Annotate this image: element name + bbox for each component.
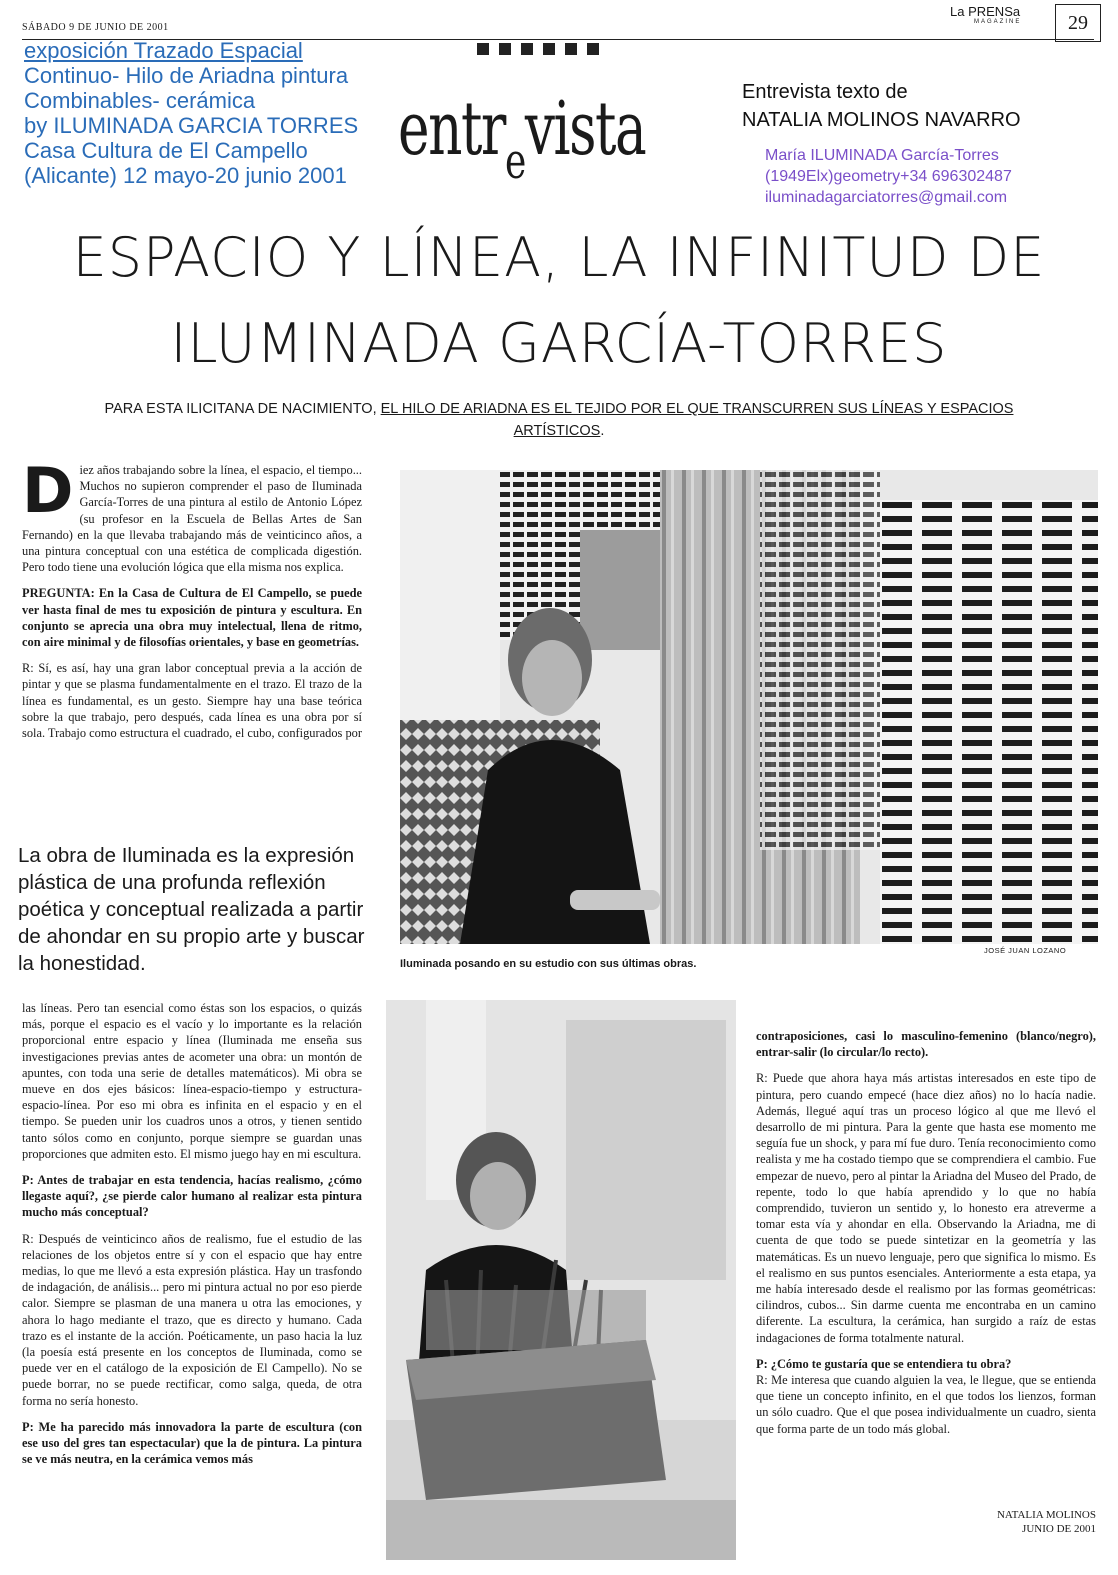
question-3: P: Me ha parecido más innovadora la parte de escultura (con ese uso del gres tan espectacular) que la de pintura. La pintura se ve más neutra, en la cerámica vemos más: [22, 1419, 362, 1467]
subheadline: PARA ESTA ILICITANA DE NACIMIENTO, EL HILO DE ARIADNA ES EL TEJIDO POR EL QUE TRANSCURREN SUS LÍNEAS Y ESPACIOS ARTÍSTICOS.: [104, 401, 1014, 439]
intro-paragraph: iez años trabajando sobre la línea, el espacio, el tiempo... Muchos no supieron comprender el paso de Iluminada García-Torres de una pintura al estilo de Antonio López (su profesor en la Escuela de Bellas Artes de San Fernando) en la que llevaba trabajando más de veinticinco años, a una pintura conceptual con una estética de complicada digestión. Pero todo tiene una evolución lógica que ella misma nos explica.: [22, 463, 362, 575]
column-2: [22, 1000, 362, 1477]
annotation-line: Casa Cultura de El Campello: [24, 138, 308, 163]
decorative-squares: [477, 42, 609, 60]
brand-subtitle: MAGAZINE: [974, 19, 1022, 25]
annotation-line: by ILUMINADA GARCIA TORRES: [24, 113, 359, 138]
headline-line-1: ESPACIO Y LÍNEA, LA INFINITUD DE: [72, 226, 1046, 289]
artist-with-brushes-photo: [386, 1000, 736, 1560]
newspaper-logo: [950, 4, 1021, 25]
paragraph: las líneas. Pero tan esencial como éstas son los espacios, o quizás más, porque el espacio es el vacío y lo importante es la relación proporcional entre espacio y línea (Iluminada me enseña sus investigaciones previas antes de acometer una obra: un montón de apuntes, con toda una serie de detalles matemáticos). Mi obra se mueve en dos ejes básicos: línea-espacio-tiempo y estructura-espacio-línea. Por eso mi obra es infinita en el espacio y en el tiempo. Se pueden unir los cuadros unos a otros, y tienen sentido tanto sólos como en conjunto, porque siempre se guardan unas proporciones que admiten esto. El mismo juego hay en mi escultura.: [22, 1001, 362, 1161]
answer-2: R: Después de veinticinco años de realismo, fue el estudio de las relaciones de los objetos entre sí y con el espacio que hay entre medias, lo que me llevó a esta expresión plástica. Hay un trasfondo de indagación, de análisis... pero mi pintura actual no por eso pierde calor. Siempre se plasman de una manera u otra las emociones, y ahora lo hago mediante el trazo, que es directo y humano. Cada trazo es el instante de la acción. Poéticamente, un paso hacia la luz (la poesía está presente en los conceptos de Iluminada, como se puede ver en el catálogo de la exposición de El Campello). No se puede borrar, no se puede rectificar, como salga, queda, de otra forma no sería honesto.: [22, 1231, 362, 1408]
artist-studio-photo: [400, 470, 1098, 944]
question-2: P: Antes de trabajar en esta tendencia, hacías realismo, ¿cómo llegaste aquí?, ¿se pierde calor humano al realizar esta pintura mucho más conceptual?: [22, 1173, 362, 1220]
signature-date: JUNIO DE 2001: [1022, 1523, 1096, 1535]
question-1: PREGUNTA: En la Casa de Cultura de El Campello, se puede ver hasta final de mes tu exposición de pintura y escultura. En conjunto se aprecia una obra muy intelectual, llena de ritmo, con aire minimal y de filosofías orientales, y base en geometrías.: [22, 586, 362, 650]
photo-caption: Iluminada posando en su estudio con sus últimas obras.: [400, 958, 697, 970]
annotation-line: Continuo- Hilo de Ariadna pintura: [24, 63, 349, 88]
headline-line-2: ILUMINADA GARCÍA-TORRES: [170, 312, 948, 375]
question-4: P: ¿Cómo te gustaría que se entendiera tu obra?: [756, 1356, 1012, 1371]
annotation-line: exposición Trazado Espacial: [24, 38, 303, 63]
artist-contact: María ILUMINADA García-Torres (1949Elx)geometry+34 696302487 iluminadagarciatorres@gmail.com: [765, 147, 1012, 206]
signature-name: NATALIA MOLINOS: [996, 1509, 1096, 1521]
answer-3: R: Puede que ahora haya más artistas interesados en este tipo de pintura, pero cuando empecé (hace diez años) no lo hacía nadie. Además, llegué aquí tras un proceso lógico al que me llevó el desarrollo de mi pintura. Para la gente que hasta ese momento me seguía fue un shock, y para mí fue duro. Tenía reconocimiento como realista y me ha costado tiempo que se comprendiera el cambio. Fue empezar de nuevo, pero al pintar la Ariadna del Museo del Prado, de repente, todo lo que había aprendido y lo que no había comprendido, tuvieron un sentido y, lo honesto era atreverme a tomar esta vía y ahondar en ella. Observando la Ariadna, me di cuenta de que todo se puede sintetizar en la geometría y las matemáticas. Es un nuevo lenguaje, pero que significa lo mismo. Es el realismo en sus puntos esenciales. Anteriormente a esta etapa, ya me había interesado desde el realismo por las formas geométricas: cilindros, cubos... Sin darme cuenta me encontraba en un camino diferente. La escultura, la cerámica, han surgido a raíz de estas indagaciones de forma totalmente natural.: [756, 1071, 1096, 1345]
page-number: 29: [1055, 4, 1101, 42]
photo-credit: JOSÉ JUAN LOZANO: [984, 946, 1067, 955]
column-1: [22, 454, 362, 751]
pull-quote: La obra de Iluminada es la expresión plástica de una profunda reflexión poética y conceptual realizada a partir de ahondar en su propio arte y buscar la honestidad.: [18, 844, 365, 975]
question-3-continued: contraposiciones, casi lo masculino-femenino (blanco/negro), entrar-salir (lo circular/lo recto).: [756, 1029, 1096, 1060]
annotation-line: Combinables- cerámica: [24, 88, 256, 113]
exhibition-annotation: [24, 38, 358, 188]
issue-date: SÁBADO 9 DE JUNIO DE 2001: [22, 22, 169, 33]
annotation-line: (Alicante) 12 mayo-20 junio 2001: [24, 163, 347, 188]
answer-4: R: Me interesa que cuando alguien la vea, le llegue, que se entienda que tiene un concepto infinito, en el que todos los lienzos, forman un sólo cuadro. Que el que posea individualmente un cuadro, sienta que forma parte de un todo más global.: [756, 1373, 1096, 1436]
brand-name: La PRENSa: [950, 4, 1021, 19]
section-label: entr$_e$vista: [398, 86, 646, 190]
answer-1: R: Sí, es así, hay una gran labor conceptual previa a la acción de pintar y que se plasma fundamentalmente en el trazo. El trazo de la línea es fundamental, es un gesto. Siempre hay una base teórica sobre la que trabajo, pero después, cada línea es una obra por sí sola. Trabajo como estructura el cuadrado, el cubo, configurados por: [22, 661, 362, 741]
drop-cap: D: [22, 454, 74, 527]
email-text: iluminadagarciatorres@gmail.com: [765, 189, 1008, 206]
signature: [950, 1508, 1096, 1536]
column-3: [756, 1028, 1096, 1447]
author-credit: Entrevista texto de NATALIA MOLINOS NAVARRO: [742, 81, 1021, 131]
